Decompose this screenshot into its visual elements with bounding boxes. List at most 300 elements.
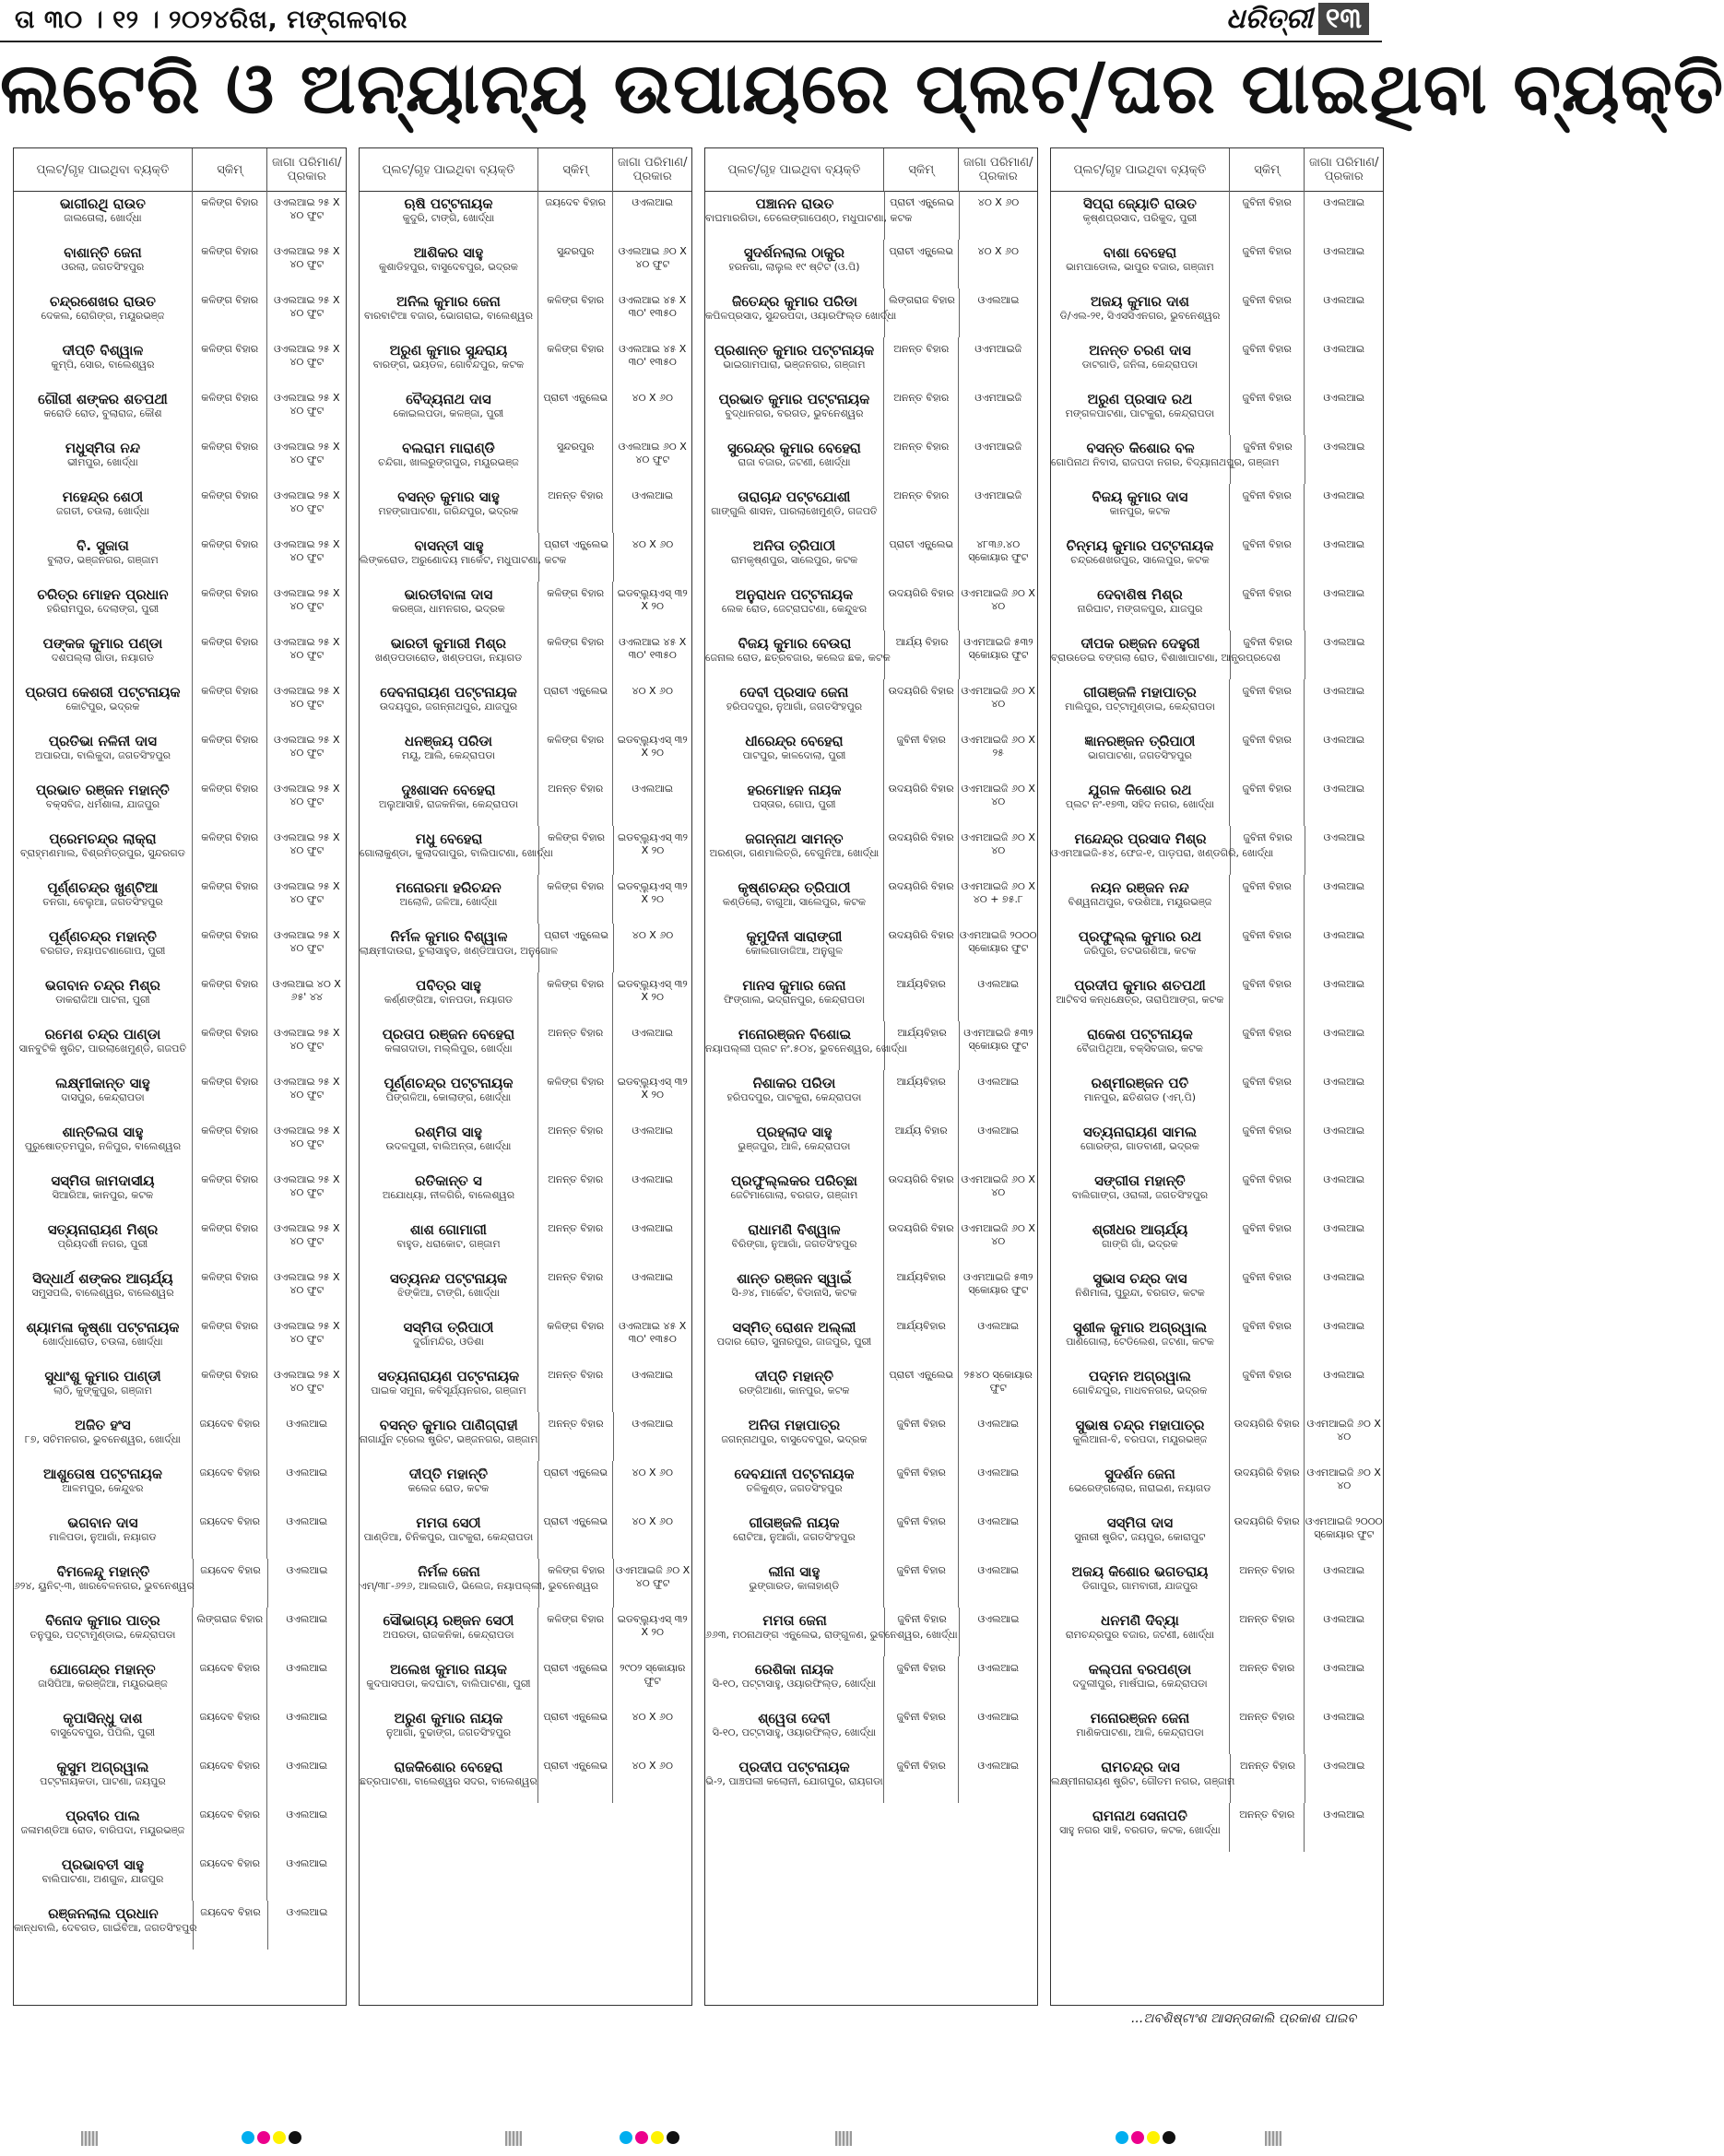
person-name: ଅଜୟ କିଶୋର ଭଗତରାୟ [1071,1563,1209,1580]
scheme-name: ଜୁବିନୀ ବିହାର [1242,538,1292,550]
plot-cell [267,777,346,826]
person-name: ଅରୁଣ କୁମାର ନାୟକ [394,1710,503,1726]
person-name: ପ୍ରଶାନ୍ତ କୁମାର ପଟ୍ଟନାୟକ [714,342,875,359]
plot-cell [267,630,346,679]
scheme-cell [1230,240,1305,289]
person-cell [14,1608,193,1656]
person-address: ଓରଲା, ଜଗତସିଂହପୁର [61,261,145,273]
person-name: ସୁଭାସ ଚନ୍ଦ୍ର ଦାସ [1092,1270,1187,1287]
plot-cell [614,826,691,875]
person-address: ଦେକଲ, ରୋଗିଙ୍ଗ, ମୟୂରଭଞ୍ଜ [41,310,165,322]
person-address: ଦାସପୁର, କେନ୍ଦ୍ରାପଡା [61,1091,145,1103]
table-row [360,1070,691,1119]
person-name: ଧନମଣି ଦିବ୍ୟା [1101,1612,1179,1629]
table-rows [705,191,1037,2005]
scheme-cell [538,1656,614,1705]
person-name: ରାଜକିଶୋର ବେହେରା [394,1759,503,1775]
person-cell [1051,1021,1230,1070]
scheme-name: ଜୟଦେବ ବିହାର [199,1467,260,1479]
plot-size: ଇଡବ୍ଲ୍ୟୁଏସ୍ ୩୨ X ୨୦ [617,734,688,759]
person-cell [1051,1510,1230,1559]
person-address: ଜଗତୀ, ଚଉଲା, ଖୋର୍ଦ୍ଧା [56,505,149,517]
person-address: ନାଗାର୍ଯୁନ ଟ୍ରେଲ ଷ୍ଟ୍ରିଟ, ଭଞ୍ଜନଗର, ଗଞ୍ଜାମ [360,1433,538,1445]
plot-size: ଇଡବ୍ଲ୍ୟୁଏସ୍ ୩୨ X ୨୦ [617,587,688,612]
plot-size: ଓଏଲଆଇ [286,1613,328,1625]
scheme-name: ଜୁବିନୀ ବିହାର [896,1711,946,1723]
scheme-name: ଅନନ୍ତ ବିହାର [548,1125,604,1137]
person-address: ଭି-୨, ପାଞ୍ଚପଲୀ କଲୋନୀ, ଯୋଗପୁର, ରାୟଗଡା [705,1775,883,1787]
table-row [14,1559,346,1608]
table-row [14,1803,346,1852]
scheme-cell [193,337,268,386]
plot-cell [1305,240,1383,289]
header-scheme: ସ୍କିମ୍ [193,148,268,191]
table-row [360,484,691,533]
plot-size: ୪୦ X ୬୦ [632,1515,673,1527]
person-cell [1051,679,1230,728]
person-address: ବରଗଡ, ନୟାପଟଣାଗୋପ, ପୁରୀ [40,945,166,957]
scheme-cell [193,1461,268,1510]
person-name: ସଙ୍ଗୀତା ମହାନ୍ତି [1094,1172,1186,1189]
person-name: ମଧୁସ୍ମିତା ନନ୍ଦ [65,440,141,456]
person-cell [14,1754,193,1803]
person-name: ଶାନ୍ତ ରଞ୍ଜନ ସ୍ୱାଇଁ [737,1270,852,1287]
person-address: ପାଣିଗୋଲା, ଟେଡିଲେଶ, ଜଟଣା, କଟକ [1066,1336,1214,1348]
table-row [1051,533,1383,582]
scheme-name: ଅନନ୍ତ ବିହାର [893,343,950,355]
person-name: ରାକେଶ ପଟ୍ଟନାୟକ [1087,1026,1193,1043]
table-row [1051,777,1383,826]
table-column-4 [1050,147,1384,2006]
plot-cell [959,679,1037,728]
person-cell [705,826,884,875]
person-address: ପାଟପୁର, କାଳଦୋଲା, ପୁରୀ [742,749,846,761]
plot-cell [613,972,691,1021]
person-name: ବାସନ୍ତୀ ସାହୁ [414,537,484,554]
plot-cell [959,1705,1037,1754]
scheme-name: ଜୟଦେବ ବିହାର [199,1711,260,1723]
person-cell [1051,1608,1230,1656]
scheme-cell [539,826,614,875]
person-address: ଅଲୁଆସାହି, ରାଜକନିକା, କେନ୍ଦ୍ରାପଡା [378,798,519,810]
person-cell [360,289,538,337]
table-row [1051,435,1383,484]
plot-size: ଓଏଲଆଇ [1323,441,1365,453]
scheme-name: ଜୁବିନୀ ବିହାର [896,1418,946,1430]
plot-size: ଓଏଲଆଇ [1323,294,1365,306]
scheme-name: କଳିଙ୍ଗ ବିହାର [201,1173,259,1185]
scheme-cell [1230,1314,1305,1363]
scheme-name: କଳିଙ୍ଗ ବିହାର [547,1613,605,1625]
plot-size: ଓଏମଆଇଜି ୨୦୦୦ ସ୍କୋୟାର ଫୁଟ [959,929,1037,954]
table-row [705,777,1037,826]
plot-cell [267,1266,346,1314]
plot-cell [613,1217,691,1266]
plot-cell [613,337,691,386]
person-name: ରମେଶ ଚନ୍ଦ୍ର ପାଣ୍ଡା [44,1026,161,1043]
scheme-name: ଆର୍ଯ୍ୟବିହାର [896,978,946,990]
person-cell [705,1705,884,1754]
scheme-cell [1230,777,1305,826]
table-row [360,728,691,777]
plot-size: ୪୮୩୬.୪୦ ସ୍କୋୟାର ଫୁଟ [968,538,1029,563]
person-name: ଅନିତା ମହାପାତ୍ର [748,1417,841,1433]
scheme-cell [1230,1461,1305,1510]
scheme-cell [538,1510,614,1559]
scheme-cell [193,1754,268,1803]
plot-cell [267,1754,346,1803]
scheme-name: ପ୍ରାଚୀ ଏନ୍କ୍ଲେଭ [543,1662,608,1674]
table-row [705,582,1037,630]
person-address: ନୟାପଲ୍ଲୀ ପ୍ଲଟ ନଂ.୫୦୪, ଭୁବନେଶ୍ୱର, ଖୋର୍ଦ୍ଧା [705,1043,907,1054]
person-name: ଗୀତାଞ୍ଜଳି ମହାପାତ୍ର [1083,684,1197,701]
plot-cell [959,924,1037,972]
table-row [14,484,346,533]
scheme-cell [193,191,268,240]
person-name: ଦେବାଶିଷ ମିଶ୍ର [1097,586,1183,603]
plot-cell [267,924,346,972]
person-name: ଗୌରୀ ଶଙ୍କର ଶତପଥୀ [38,391,168,407]
person-cell [705,484,884,533]
scheme-name: ପ୍ରାଚୀ ଏନ୍କ୍ଲେଭ [543,392,608,404]
person-name: ଅଜୟ କୁମାର ଦାଶ [1090,293,1189,310]
scheme-name: କଳିଙ୍ଗ ବିହାର [201,538,259,550]
table-row [705,826,1037,875]
person-name: ଧନଞ୍ଜୟ ପରିଡା [404,733,492,749]
table-row [14,1363,346,1412]
table-column-3 [704,147,1038,2006]
person-cell [705,924,884,972]
person-cell [14,1559,194,1608]
plot-cell [959,337,1037,386]
scheme-name: କଳିଙ୍ଗ ବିହାର [547,343,605,355]
scheme-name: ପ୍ରାଚୀ ଏନ୍କ୍ଲେଭ [889,538,954,550]
table-row [14,1070,346,1119]
person-address: କାନ୍ଧବାଲି, ଦେବଗଡ, ଗାଇଁବିଆ, ଜଗତସିଂହପୁର [14,1922,197,1934]
person-address: ନାରିଘାଟ, ମଙ୍ଗଳପୁର, ଯାଜପୁର [1077,603,1203,615]
scheme-cell [538,289,614,337]
scheme-cell [884,924,960,972]
registration-dots [242,2131,301,2144]
person-cell [14,1803,193,1852]
table-row [1051,924,1383,972]
plot-cell [959,240,1037,289]
person-address: ନୁଆଗାଁ, ବୁଢାଙ୍ଗ, ଜଗତସିଂହପୁର [385,1726,512,1738]
person-cell [360,1266,538,1314]
person-cell [360,582,538,630]
scheme-cell [1231,435,1305,484]
table-row [1051,1021,1383,1070]
plot-cell [959,1559,1037,1608]
header-person: ପ୍ଲଟ୍/ଗୃହ ପାଇଥିବା ବ୍ୟକ୍ତି [14,148,193,191]
scheme-name: ଅନନ୍ତ ବିହାର [1239,1564,1295,1576]
person-name: ଦେବୀ ପ୍ରସାଦ ଜେନା [739,684,849,701]
person-address: ହରିରାମପୁର, ଦେଲାଙ୍ଗ, ପୁରୀ [46,603,159,615]
plot-cell [613,1705,691,1754]
plot-cell [960,289,1037,337]
plot-size: ଓଏଲଆଇ [286,1662,328,1674]
magenta-dot [1131,2131,1144,2144]
scheme-cell [193,484,268,533]
person-address: ଗୋଲାକୁଣ୍ଡା, କୁଲାଦଗାପୁର, ବାଲିପାଟଣା, ଖୋର୍ଦ୍ଧା [360,847,553,859]
plot-cell [267,1852,346,1901]
plot-cell [1305,875,1383,924]
person-address: ସି-୧୦, ପଟ୍ଟାସାହୁ, ଓୟାରଫିଲ୍ଡ, ଖୋର୍ଦ୍ଧା [712,1726,877,1738]
table-row [14,875,346,924]
person-cell [14,240,193,289]
person-cell [360,484,538,533]
person-cell [705,1168,884,1217]
person-name: ହରମୋହନ ନାୟକ [747,782,842,798]
scheme-cell [884,1363,960,1412]
person-cell [14,972,193,1021]
person-cell [705,1656,884,1705]
plot-size: ଇଡବ୍ଲ୍ୟୁଏସ୍ ୩୨ X ୨୦ [617,1076,688,1101]
brand-name: ଧରିତ୍ରୀ [1226,3,1313,35]
table-row [1051,1803,1383,1852]
person-name: ମମତା ସେଠୀ [416,1514,481,1531]
person-address: ଓଏମଆଇଜି-୫୪, ଫେଜ-୧, ପାଡ଼ପରା, ଖଣ୍ଡଗିରି, ଖୋର୍ଦ୍ଧା [1051,847,1274,859]
plot-cell [1305,533,1383,582]
scheme-name: କଳିଙ୍ଗ ବିହାର [201,831,259,843]
table-row [14,582,346,630]
person-address: ରାମଚନ୍ଦ୍ରପୁର ବଜାର, ଜଟଣୀ, ଖୋର୍ଦ୍ଧା [1065,1629,1215,1641]
table-row [705,240,1037,289]
person-name: ଅନିତା ତ୍ରିପାଠୀ [752,537,836,554]
scheme-name: କଳିଙ୍ଗ ବିହାର [201,685,259,697]
table-row [360,240,691,289]
plot-cell [1305,386,1383,435]
table-row [705,972,1037,1021]
scheme-name: ଜୁବିନୀ ବିହାର [1242,294,1292,306]
plot-size: ଓଏଲଆଇ [1323,587,1365,599]
plot-size: ଓଏଲଆଇ ୬୦ X ୪୦ ଫୁଟ [618,441,687,465]
scheme-cell [193,679,268,728]
person-address: ତନୁପୁର, ପଟ୍ଟାମୁଣ୍ଡାଇ, କେନ୍ଦ୍ରାପଡା [30,1629,176,1641]
person-address: ସିଆରିଆ, କାନପୁର, କଟକ [52,1189,154,1201]
plot-size: ୪୦ X ୬୦ [632,392,673,404]
scheme-cell [193,386,268,435]
table-row [705,679,1037,728]
person-address: ତଳିକୁଣ୍ଡ, ଜଗତସିଂହପୁର [746,1482,843,1494]
plot-cell [267,1608,346,1656]
scheme-cell [1230,386,1305,435]
plot-cell [1305,924,1383,972]
plot-cell [1305,1217,1383,1266]
scheme-name: ଉଦୟଗିରି ବିହାର [1234,1467,1300,1479]
scheme-name: ଉଦୟଗିରି ବିହାର [1234,1418,1300,1430]
plot-cell [959,386,1037,435]
scheme-cell [1230,1803,1305,1852]
person-cell [1051,1412,1230,1461]
person-address: ରୋଟିଆ, ନୁଆଗାଁ, ଜଗତସିଂହପୁର [733,1531,856,1543]
black-dot [667,2131,679,2144]
scheme-cell [193,1217,268,1266]
table-row [705,1217,1037,1266]
plot-cell [267,875,346,924]
plot-size: ୪୦ X ୬୦ [632,1467,673,1479]
person-address: ବାରବାଟିଆ ବଜାର, ଭୋଗରାଇ, ବାଲେଶ୍ୱର [363,310,533,322]
table-row [360,1168,691,1217]
table-row [705,1656,1037,1705]
table-row [705,1070,1037,1119]
scheme-name: ଅନନ୍ତ ବିହାର [893,489,950,501]
person-cell [14,630,193,679]
plot-size: ଓଏଲଆଇ [1323,1564,1365,1576]
person-name: ଅରୁଣ ପ୍ରସାଦ ରଥ [1087,391,1193,407]
scheme-cell [539,1412,614,1461]
person-cell [360,386,538,435]
scheme-name: ଜୁବିନୀ ବିହାର [1242,343,1292,355]
scheme-cell [193,1803,268,1852]
person-name: ରାଧାମଣି ବିଶ୍ୱାଳ [748,1221,841,1238]
person-name: ଆଶିକର ସାହୁ [413,244,484,261]
scheme-name: ଜୁବିନୀ ବିହାର [896,734,946,746]
scheme-cell [1231,826,1305,875]
plot-size: ଓଏଲଆଇ ୨୫ X ୪୦ ଫୁଟ [273,441,340,465]
table-row [1051,1510,1383,1559]
newspaper-brand [1226,3,1369,35]
plot-size: ଓଏଲଆଇ ୪୫ X ୩୦' ୧୩୫୦ [619,343,687,368]
table-row [1051,1608,1383,1656]
person-cell [705,777,884,826]
person-cell [14,924,193,972]
person-address: ଡାକରାଜିଆ ପାଟନା, ପୁରୀ [55,994,150,1006]
person-address: ଫିଙ୍ଗାଲ, ଭଦ୍ରାନପୁର, କେନ୍ଦ୍ରାପଡା [724,994,865,1006]
plot-cell [268,1901,346,1950]
table-row [14,1656,346,1705]
plot-cell [1305,1803,1383,1852]
scheme-cell [1230,1412,1305,1461]
table-row [705,1559,1037,1608]
cyan-dot [242,2131,254,2144]
plot-cell [267,1363,346,1412]
person-name: ଧୀରେନ୍ଦ୍ର ବେହେରା [745,733,844,749]
scheme-cell [193,582,268,630]
person-address: ଛତ୍ରପାଟଣା, ବାଲେଶ୍ୱର ସଦର, ବାଲେଶ୍ୱର [360,1775,537,1787]
scheme-cell [885,630,960,679]
table-row [360,191,691,240]
person-cell [14,435,193,484]
registration-dots [620,2131,679,2144]
plot-cell [1305,191,1383,240]
person-address: ଜେନାଲ ରୋଡ, ଛତ୍ରବଜାର, କଲେଜ ଛକ, କଟକ [705,652,891,664]
person-name: ବିମଳେନ୍ଦୁ ମହାନ୍ତି [56,1563,150,1580]
person-address: ମଙ୍ଗଳପାଟଣା, ପାଟକୁରା, କେନ୍ଦ୍ରାପଡା [1065,407,1215,419]
table-row [705,875,1037,924]
table-row [360,1021,691,1070]
header-plot: ଜାଗା ପରିମାଣ/ ପ୍ରକାର [962,156,1033,183]
table-row [14,1754,346,1803]
plot-cell [613,191,691,240]
scheme-name: ପ୍ରାଚୀ ଏନ୍କ୍ଲେଭ [544,538,608,550]
magenta-dot [635,2131,648,2144]
plot-size: ଓଏମଆଇଜି ୨୦୦୦ ସ୍କୋୟାର ଫୁଟ [1305,1515,1383,1540]
scheme-name: ଜୁବିନୀ ବିହାର [1242,880,1292,892]
plot-size: ଓଏଲଆଇ [977,1711,1020,1723]
scheme-name: ଜୁବିନୀ ବିହାର [1242,245,1292,257]
scheme-name: ଜୁବିନୀ ବିହାର [1242,587,1292,599]
plot-cell [1305,1754,1383,1803]
person-name: କୃଷ୍ଣଚନ୍ଦ୍ର ତ୍ରିପାଠୀ [738,879,851,896]
plot-size: ଓଏମଆଇଜି [974,489,1022,501]
plot-size: ଓଏଲଆଇ [1323,1222,1365,1234]
scheme-cell [1230,337,1305,386]
scheme-cell [193,1021,268,1070]
table-row [705,1461,1037,1510]
person-address: ଦଶପଲ୍ଲା ଗାଁଡା, ନୟାଗଡ [51,652,155,664]
person-address: ଲକ୍ଷ୍ମୀନାରାୟଣ ଷ୍ଟ୍ରିଟ, ଗୌତମ ନଗର, ଗଞ୍ଜାମ [1051,1775,1235,1787]
person-cell [705,337,884,386]
person-name: ବିଜୟ କୁମାର ଦାସ [1092,489,1188,505]
person-name: ପବିତ୍ର ସାହୁ [416,977,481,994]
scheme-cell [538,435,614,484]
scheme-name: ଅନନ୍ତ ବିହାର [1239,1711,1295,1723]
plot-size: ଓଏମଆଇଜି ୬୦ X ୪୦ [961,685,1035,710]
person-name: ବାଶା ବେହେରା [1103,244,1177,261]
plot-cell [267,1412,346,1461]
person-cell [705,435,884,484]
person-name: ଭାଗୀରଥି ରାଉତ [59,195,146,212]
plot-cell [267,1461,346,1510]
scheme-name: କଳିଙ୍ଗ ବିହାର [547,978,605,990]
plot-cell [613,1510,691,1559]
table-row [1051,1412,1383,1461]
person-name: ମନୋରମା ହରିଚନ୍ଦନ [396,879,502,896]
scheme-cell [538,582,614,630]
scheme-cell [193,240,268,289]
person-cell [705,1119,884,1168]
person-cell [1051,1559,1230,1608]
scheme-name: ଜୁବିନୀ ବିହାର [1242,1125,1292,1137]
black-dot [1163,2131,1175,2144]
plot-size: ଓଏଲଆଇ [977,1125,1020,1137]
plot-size: ଓଏଲଆଇ ୨୫ X ୪୦ ଫୁଟ [273,245,340,270]
scheme-name: କଳିଙ୍ଗ ବିହାର [547,1076,605,1088]
scheme-cell [193,728,268,777]
plot-size: ଓଏଲଆଇ [977,1760,1020,1772]
continuation-note: ...ଅବଶିଷ୍ଟାଂଶ ଆସନ୍ତାକାଲି ପ୍ରକାଶ ପାଇବ [1130,2011,1356,2026]
plot-size: ଓଏମଆଇଜି ୫୩୨ ସ୍କୋୟାର ଫୁଟ [963,636,1033,661]
scheme-name: ଜୟଦେବ ବିହାର [200,1906,261,1918]
person-name: ଅଜିତ ହଂସ [75,1417,131,1433]
person-name: ଆଶୁତୋଷ ପଟ୍ଟନାୟକ [42,1466,162,1482]
person-address: ଭାଗପାଟଣା, ଜଗତସିଂହପୁର [1088,749,1192,761]
plot-cell [960,191,1037,240]
person-name: ଅଲେଖ କୁମାର ନାୟକ [390,1661,507,1678]
scheme-cell [193,1656,268,1705]
scheme-name: କଳିଙ୍ଗ ବିହାର [201,294,259,306]
scheme-cell [538,679,614,728]
person-address: ଅପରଡା, ରାଜକନିକା, କେନ୍ଦ୍ରାପଡା [383,1629,514,1641]
page-headline: ଲଟେରି ଓ ଅନ୍ୟାନ୍ୟ ଉପାୟରେ ପ୍ଲଟ୍/ଘର ପାଇଥିବା ବ୍ୟକ୍ତି [0,47,1724,129]
person-name: ଭଗବାନ ଚନ୍ଦ୍ର ମିଶ୍ର [45,977,160,994]
scheme-name: ଆର୍ଯ୍ୟବିହାର [896,1271,946,1283]
table-row [705,533,1037,582]
table-row [360,1314,691,1363]
plot-size: ଓଏଲଆଇ [1323,1760,1365,1772]
person-cell [360,191,538,240]
cyan-dot [1116,2131,1128,2144]
person-name: ସୁଧାଂଶୁ କୁମାର ପାଣ୍ଡୀ [44,1368,161,1384]
scheme-cell [884,1559,960,1608]
person-address: ଜଗନ୍ନାଥପୁର, ବାସୁଦେବପୁର, ଭଦ୍ରକ [721,1433,868,1445]
person-cell [1051,924,1230,972]
person-name: କଲ୍ପନା ବରପଣ୍ଡା [1088,1661,1192,1678]
table-row [14,679,346,728]
person-name: ପ୍ରଫୁଲ୍ଲ କୁମାର ରଥ [1078,928,1202,945]
header-scheme: ସ୍କିମ୍ [884,148,960,191]
